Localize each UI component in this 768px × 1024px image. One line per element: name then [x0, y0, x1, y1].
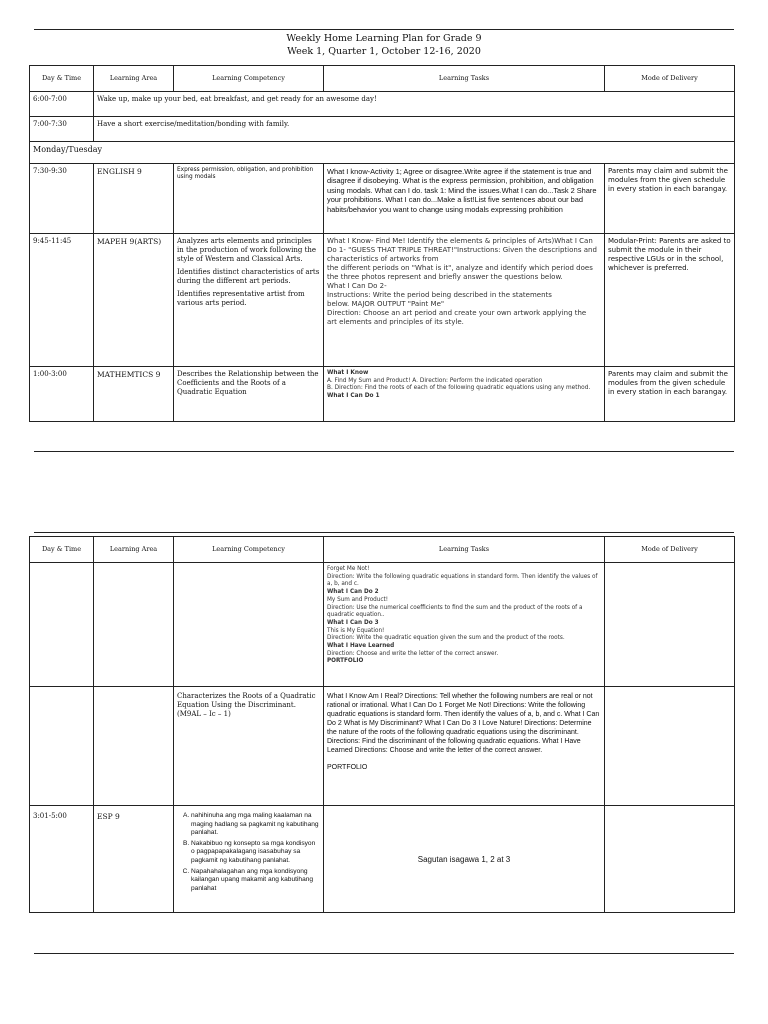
- page-1-bottom-rule: [34, 451, 734, 452]
- delivery-cell: [605, 563, 735, 687]
- competency-list: [177, 812, 320, 893]
- header-competency: Learning Competency: [174, 537, 324, 563]
- task-line: Direction: Write the following quadratic equations in standard form. Then identify the values of a, b, and c.: [327, 573, 598, 588]
- competency-cell: Express permission, obligation, and prohibition using modals: [174, 164, 324, 234]
- area-cell: ENGLISH 9: [94, 164, 174, 234]
- task-line: Direction: Write the quadratic equation given the sum and the product of the roots.: [327, 635, 565, 642]
- tasks-cell: [324, 234, 605, 367]
- task-line: B. Direction: Find the roots of each of the following quadratic equations using any method.: [327, 385, 591, 392]
- delivery-cell: Modular-Print: Parents are asked to submit the module in their respective LGUs or in the school, whichever is preferred.: [605, 234, 735, 367]
- task-heading: What I Have Learned: [327, 643, 395, 650]
- page-2-bottom-rule: [34, 953, 734, 954]
- area-cell: [94, 563, 174, 687]
- delivery-cell: Parents may claim and submit the modules from the given schedule in every station in each barangay.: [605, 164, 735, 234]
- tasks-cell: What I know-Activity 1; Agree or disagree.Write agree if the statement is true and disagree if disobeying. What is the express permission, prohibition, and obligation using modals. What can I do. task 1: Mind the issues.What I can do...Task 2 Share your prohibitions. What I can do...Make a list!List five sentences about our bad habits/behavior you want to change using modals expressing prohibition: [324, 164, 605, 234]
- list-item: B. Nakabibuo ng konsepto sa mga kondisyon o pagpapapakalagang isasabuhay sa pagkamit ng kabutihang panlahat.: [191, 840, 320, 866]
- exercise-text: Have a short exercise/meditation/bonding with family.: [94, 117, 735, 142]
- header-tasks: Learning Tasks: [324, 537, 605, 563]
- portfolio-label: PORTFOLIO: [327, 764, 368, 771]
- task-line: What I Know- Find Me! Identify the elements & principles of Arts)What I Can Do 1- "GUESS THAT TRIPLE THREAT!"Instructions: Given the descriptions and characteristics of artworks from: [327, 237, 597, 263]
- header-row: [30, 66, 735, 92]
- competency-cell: [174, 563, 324, 687]
- header-learning-area: Learning Area: [94, 537, 174, 563]
- time-cell: [30, 563, 94, 687]
- table-row-english: [30, 164, 735, 234]
- header-row: [30, 537, 735, 563]
- task-line: This is My Equation!: [327, 627, 385, 634]
- task-heading: What I Know: [327, 370, 369, 376]
- task-heading: What I Can Do 2: [327, 589, 379, 596]
- task-line: the different periods on "What is it", analyze and identify which period does: [327, 264, 593, 272]
- table-row-esp: [30, 806, 735, 913]
- header-delivery: Mode of Delivery: [605, 66, 735, 92]
- time-cell: 9:45-11:45: [30, 234, 94, 367]
- header-competency: Learning Competency: [174, 66, 324, 92]
- time-cell: 6:00-7:00: [30, 92, 94, 117]
- task-line: Direction: Choose and write the letter of the correct answer.: [327, 650, 499, 657]
- delivery-cell: Parents may claim and submit the modules from the given schedule in every station in each barangay.: [605, 367, 735, 422]
- document-title: [34, 32, 734, 58]
- tasks-cell: Sagutan isagawa 1, 2 at 3: [324, 806, 605, 913]
- day-label: Monday/Tuesday: [30, 142, 735, 164]
- task-line: A. Find My Sum and Product! A. Direction: Perform the indicated operation: [327, 377, 543, 384]
- area-cell: MATHEMTICS 9: [94, 367, 174, 422]
- table-row-exercise: [30, 117, 735, 142]
- time-cell: 3:01-5:00: [30, 806, 94, 913]
- header-day-time: Day & Time: [30, 66, 94, 92]
- header-learning-area: Learning Area: [94, 66, 174, 92]
- table-row-discriminant: [30, 687, 735, 806]
- page-2-top-rule: [34, 532, 734, 533]
- title-line-2: Week 1, Quarter 1, October 12-16, 2020: [287, 46, 481, 57]
- time-cell: 7:00-7:30: [30, 117, 94, 142]
- delivery-cell: [605, 806, 735, 913]
- table-row-math-continued: [30, 563, 735, 687]
- list-item: C. Napahahalagahan ang mga kondisyong kailangan upang makamit ang kabutihang panlahat: [191, 868, 320, 894]
- wake-text: Wake up, make up your bed, eat breakfast, and get ready for an awesome day!: [94, 92, 735, 117]
- task-line: Direction: Use the numerical coefficients to find the sum and the product of the roots of a quadratic equation..: [327, 604, 583, 619]
- tasks-cell: [324, 367, 605, 422]
- competency-line: Identifies representative artist from various arts period.: [177, 290, 305, 307]
- task-line: the three photos represent and briefly answer the questions below.: [327, 273, 563, 281]
- title-line-1: Weekly Home Learning Plan for Grade 9: [286, 33, 482, 44]
- task-line: My Sum and Product!: [327, 596, 389, 603]
- delivery-cell: [605, 687, 735, 806]
- competency-cell: Describes the Relationship between the Coefficients and the Roots of a Quadratic Equation: [174, 367, 324, 422]
- area-cell: [94, 687, 174, 806]
- time-cell: 1:00-3:00: [30, 367, 94, 422]
- task-line: What I Can Do 2-: [327, 282, 387, 290]
- tasks-cell: [324, 563, 605, 687]
- task-text: What I Know Am I Real? Directions: Tell whether the following numbers are real or not rational or irrational. What I Can Do 1 Forget Me Not! Directions: Write the following quadratic equations is standard form. Then identify the values of a, b, and c. What I Can Do 2 What is My Discriminant? What I Can Do 3 I Love Nature! Directions: Determine the nature of the roots of the following quadratic equations using the discriminant. Directions: Find the discriminant of the following quadratic equations. What I Have Learned Directions: Choose and write the letter of the correct answer.: [327, 693, 600, 754]
- table-row-days: [30, 142, 735, 164]
- table-row-math: [30, 367, 735, 422]
- area-cell: MAPEH 9(ARTS): [94, 234, 174, 367]
- task-line: Forget Me Not!: [327, 566, 370, 572]
- header-day-time: Day & Time: [30, 537, 94, 563]
- header-delivery: Mode of Delivery: [605, 537, 735, 563]
- task-line: art elements and principles of its style.: [327, 318, 464, 326]
- plan-table-page-1: [29, 65, 735, 422]
- list-item: A. nahihinuha ang mga maling kaalaman na maging hadlang sa pagkamit ng kabutihang panlahat.: [191, 812, 320, 838]
- competency-line: Identifies distinct characteristics of arts during the different art periods.: [177, 268, 320, 285]
- table-row-mapeh: [30, 234, 735, 367]
- competency-cell: [174, 806, 324, 913]
- task-heading: What I Can Do 1: [327, 392, 380, 399]
- task-line: Instructions: Write the period being described in the statements: [327, 291, 552, 299]
- time-cell: 7:30-9:30: [30, 164, 94, 234]
- competency-cell: Characterizes the Roots of a Quadratic Equation Using the Discriminant. (M9AL – Ic – 1): [174, 687, 324, 806]
- competency-cell: [174, 234, 324, 367]
- area-cell: ESP 9: [94, 806, 174, 913]
- task-heading: PORTFOLIO: [327, 658, 364, 665]
- tasks-cell: [324, 687, 605, 806]
- task-line: below. MAJOR OUTPUT "Paint Me": [327, 300, 445, 308]
- top-rule: [34, 29, 734, 30]
- task-line: Direction: Choose an art period and create your own artwork applying the: [327, 309, 587, 317]
- header-tasks: Learning Tasks: [324, 66, 605, 92]
- plan-table-page-2: [29, 536, 735, 913]
- competency-line: Analyzes arts elements and principles in the production of work following the style of Western and Classical Arts.: [177, 237, 317, 263]
- time-cell: [30, 687, 94, 806]
- task-heading: What I Can Do 3: [327, 619, 379, 626]
- table-row-wake: [30, 92, 735, 117]
